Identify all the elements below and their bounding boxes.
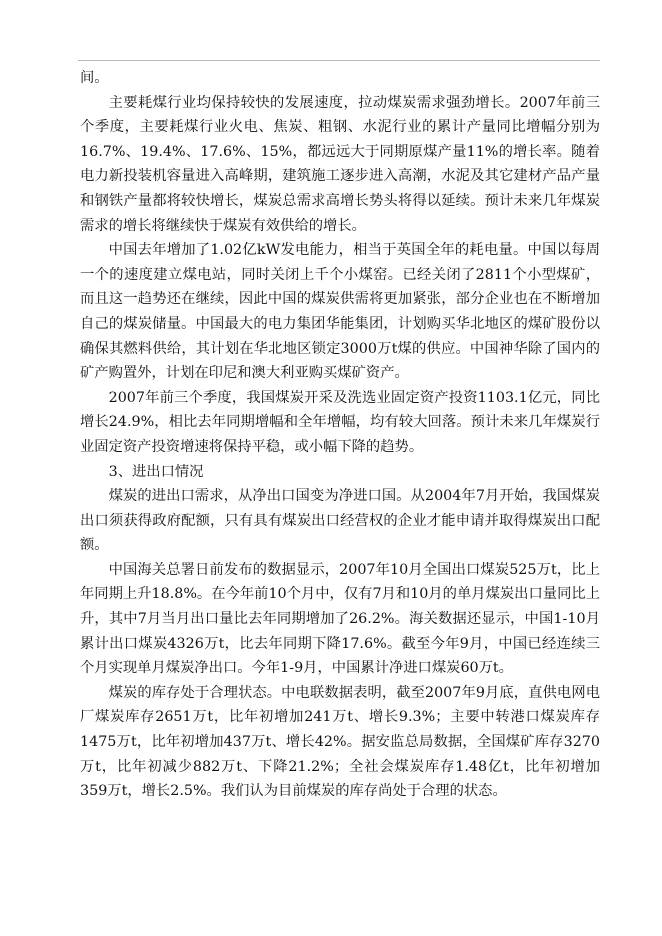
paragraph-fixed-investment: 2007年前三个季度，我国煤炭开采及洗选业固定资产投资1103.1亿元，同比增长24.9%，相比去年同期增幅和全年增幅，均有较大回落。预计未来几年煤炭行业固定资产投资增速将保持平稳，或小幅下降的趋势。 [80, 389, 600, 455]
paragraph-inventory: 煤炭的库存处于合理状态。中电联数据表明，截至2007年9月底，直供电网电厂煤炭库存2651万t，比年初增加241万t、增长9.3%；主要中转港口煤炭库存1475万t，比年初增加437万t、增长42%。据安监总局数据，全国煤矿库存3270万t，比年初减少882万t、下降21.2%；全社会煤炭库存1.48亿t，比年初增加359万t，增长2.5%。我们认为目前煤炭的库存尚处于合理的状态。 [80, 684, 600, 800]
paragraph-customs-data: 中国海关总署日前发布的数据显示，2007年10月全国出口煤炭525万t，比上年同期上升18.8%。在今年前10个月中，仅有7月和10月的单月煤炭出口量同比上升，其中7月当月出口量比去年同期增加了26.2%。海关数据还显示，中国1-10月累计出口煤炭4326万t，比去年同期下降17.6%。截至今年9月，中国已经连续三个月实现单月煤炭净出口。今年1-9月，中国累计净进口煤炭60万t。 [80, 561, 600, 677]
paragraph-net-import: 煤炭的进出口需求，从净出口国变为净进口国。从2004年7月开始，我国煤炭出口须获得政府配额，只有具有煤炭出口经营权的企业才能申请并取得煤炭出口配额。 [80, 488, 600, 554]
section-heading-import-export: 3、进出口情况 [108, 463, 204, 480]
paragraph-continuation: 间。 [80, 70, 109, 86]
document-body [80, 66, 600, 804]
paragraph-demand-growth: 主要耗煤行业均保持较快的发展速度，拉动煤炭需求强劲增长。2007年前三个季度，主要耗煤行业火电、焦炭、粗钢、水泥行业的累计产量同比增幅分别为16.7%、19.4%、17.6%、15%，都远远大于同期原煤产量11%的增长率。随着电力新投装机容量进入高峰期，建筑施工逐步进入高潮，水泥及其它建材产品产量和钢铁产量都将较快增长，煤炭总需求高增长势头将得以延续。预计未来几年煤炭需求的增长将继续快于煤炭有效供给的增长。 [80, 94, 600, 234]
paragraph-power-capacity: 中国去年增加了1.02亿kW发电能力，相当于英国全年的耗电量。中国以每周一个的速度建立煤电站，同时关闭上千个小煤窑。已经关闭了2811个小型煤矿，而且这一趋势还在继续，因此中国的煤炭供需将更加紧张，部分企业也在不断增加自己的煤炭储量。中国最大的电力集团华能集团，计划购买华北地区的煤矿股份以确保其燃料供给，其计划在华北地区锁定3000万t煤的供应。中国神华除了国内的矿产购置外，计划在印尼和澳大利亚购买煤矿资产。 [80, 242, 600, 382]
header-rule [78, 60, 600, 61]
